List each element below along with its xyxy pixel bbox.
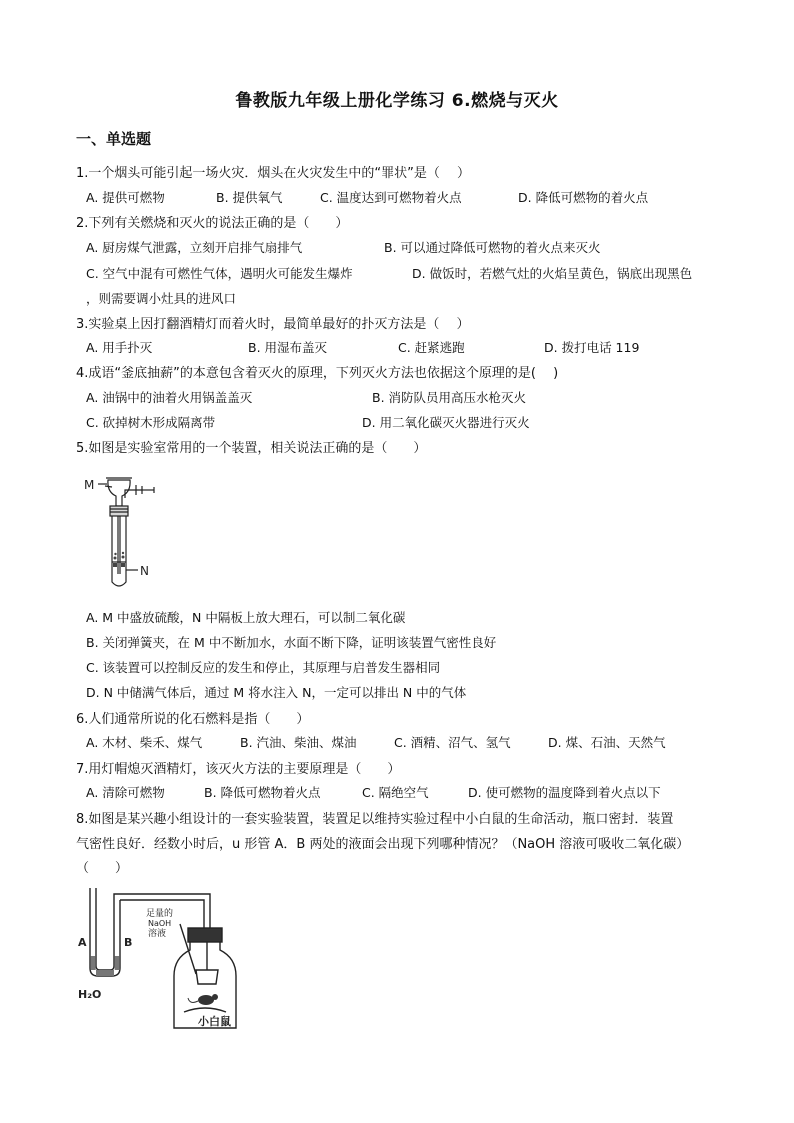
question-5-stem: 5.如图是实验室常用的一个装置，相关说法正确的是（ ） [76,441,427,456]
question-7-stem: 7.用灯帽熄灭酒精灯，该灭火方法的主要原理是（ ） [76,762,401,777]
question-8-stem-line-1: 8.如图是某兴趣小组设计的一套实验装置，装置足以维持实验过程中小白鼠的生命活动，瓶口密封．装置 [76,812,674,827]
question-5-option-d: D. N 中储满气体后，通过 M 将水注入 N，一定可以排出 N 中的气体 [86,685,467,700]
page-title: 鲁教版九年级上册化学练习 6.燃烧与灭火 [235,91,559,111]
question-6-option-a: A. 木材、柴禾、煤气 [86,735,203,750]
section-heading: 一、单选题 [76,130,152,148]
figure-label-naoh-line-1: 足量的 [146,909,174,919]
question-6-stem: 6.人们通常所说的化石燃料是指（ ） [76,712,310,727]
question-4-option-c: C. 砍掉树木形成隔离带 [86,415,216,430]
question-4-option-b: B. 消防队员用高压水枪灭火 [372,390,527,405]
question-8-stem-line-3: （ ） [76,861,129,876]
question-6-option-c: C. 酒精、沼气、氢气 [394,735,511,750]
question-2-option-a: A. 厨房煤气泄露，立刻开启排气扇排气 [86,240,303,255]
question-1-option-b: B. 提供氧气 [216,190,283,205]
question-5-apparatus-figure [78,470,168,598]
question-2-option-d-continued: ，则需要调小灶具的进风口 [86,291,237,306]
question-3-option-a: A. 用手扑灭 [86,340,153,355]
question-2-option-c: C. 空气中混有可燃性气体，遇明火可能发生爆炸 [86,266,353,281]
question-4-option-d: D. 用二氧化碳灭火器进行灭火 [362,415,530,430]
question-4-stem: 4.成语“釜底抽薪”的本意包含着灭火的原理，下列灭火方法也依据这个原理的是( ) [76,366,559,381]
question-3-option-c: C. 赶紧逃跑 [398,340,465,355]
question-8-stem-line-2: 气密性良好．经数小时后，u 形管 A．B 两处的液面会出现下列哪种情况？（NaOH 溶液可吸收二氧化碳） [76,837,690,852]
question-1-stem: 1.一个烟头可能引起一场火灾．烟头在火灾发生中的“罪状”是（ ） [76,166,471,181]
question-1-option-c: C. 温度达到可燃物着火点 [320,190,462,205]
figure-label-m: M [84,478,95,492]
question-4-option-a: A. 油锅中的油着火用锅盖盖灭 [86,390,253,405]
question-2-option-b: B. 可以通过降低可燃物的着火点来灭火 [384,240,601,255]
question-1-option-d: D. 降低可燃物的着火点 [518,190,649,205]
question-7-option-b: B. 降低可燃物着火点 [204,785,321,800]
question-2-stem: 2.下列有关燃烧和灭火的说法正确的是（ ） [76,216,349,231]
figure-label-b: B [124,936,133,949]
question-2-option-d: D. 做饭时，若燃气灶的火焰呈黄色，锅底出现黑色 [412,266,693,281]
figure-label-a: A [78,936,87,949]
question-7-option-c: C. 隔绝空气 [362,785,429,800]
figure-label-mouse: 小白鼠 [198,1015,231,1028]
question-3-option-d: D. 拨打电话 119 [544,340,640,355]
question-5-option-a: A. M 中盛放硫酸，N 中隔板上放大理石，可以制二氧化碳 [86,610,406,625]
question-6-option-d: D. 煤、石油、天然气 [548,735,666,750]
figure-label-naoh-line-3: 溶液 [148,929,167,939]
question-3-stem: 3.实验桌上因打翻酒精灯而着火时，最简单最好的扑灭方法是（ ） [76,317,470,332]
question-1-option-a: A. 提供可燃物 [86,190,165,205]
question-7-option-a: A. 清除可燃物 [86,785,165,800]
question-7-option-d: D. 使可燃物的温度降到着火点以下 [468,785,661,800]
figure-label-naoh-line-2: NaOH [148,919,172,928]
question-6-option-b: B. 汽油、柴油、煤油 [240,735,357,750]
question-5-option-c: C. 该装置可以控制反应的发生和停止，其原理与启普发生器相同 [86,660,441,675]
figure-label-n: N [140,564,149,578]
question-3-option-b: B. 用湿布盖灭 [248,340,328,355]
question-5-option-b: B. 关闭弹簧夹，在 M 中不断加水，水面不断下降，证明该装置气密性良好 [86,635,497,650]
question-8-apparatus-figure [76,884,256,1036]
figure-label-h2o: H₂O [78,988,102,1001]
